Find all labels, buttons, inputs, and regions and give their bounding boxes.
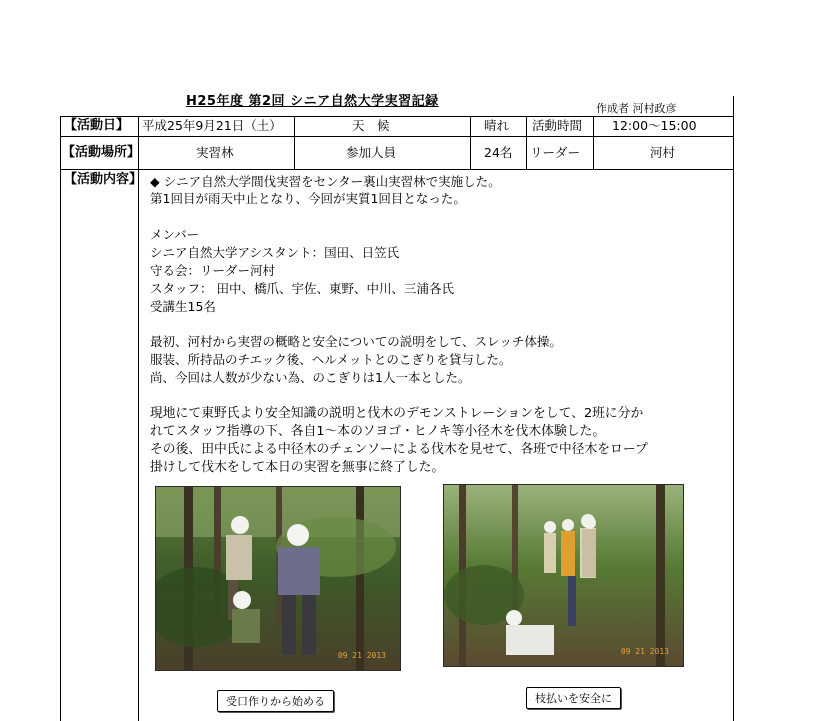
participants-value: 24名 [484,145,513,160]
weather-value: 晴れ [484,118,510,133]
activity-date-value: 平成25年9月21日（土） [142,118,282,133]
activity-time-label: 活動時間 [532,118,583,133]
photo-timestamp: 09 21 2013 [620,647,669,656]
author: 作成者 河村政彦 [596,102,677,115]
content-line: 第1回目が雨天中止となり、今回が実質1回目となった。 [150,191,466,206]
activity-date-label: 【活動日】 [64,118,130,133]
forest-photo-1 [155,486,401,671]
forest-photo-2-image [444,485,683,666]
table-column-divider [526,116,527,169]
photo-caption-2: 枝払いを安全に [526,687,621,709]
leader-label: リーダー [530,145,581,160]
content-line: スタッフ： 田中、橋爪、宇佐、東野、中川、三浦各氏 [150,281,454,296]
content-line: ◆ シニア自然大学間伐実習をセンター裏山実習林で実施した。 [150,174,501,189]
table-border-top [60,116,734,117]
content-line: メンバー [150,227,200,242]
table-column-divider [470,116,471,169]
photo-timestamp: 09 21 2013 [337,651,386,660]
activity-content-label: 【活動内容】 [64,172,143,187]
activity-place-value: 実習林 [196,145,234,160]
table-border-right [733,96,734,721]
forest-photo-1-image [156,487,400,670]
activity-place-label: 【活動場所】 [62,145,141,160]
content-line: シニア自然大学アシスタント：国田、日笠氏 [150,245,400,260]
content-line: 現地にて東野氏より安全知識の説明と伐木のデモンストレーションをして、2班に分か [150,406,644,421]
content-line: 尚、今回は人数が少ない為、のこぎりは1人一本とした。 [150,370,471,385]
forest-photo-2 [443,484,684,667]
table-border-left [60,116,61,721]
content-line: れてスタッフ指導の下、各自1～本のソヨゴ・ヒノキ等小径木を伐木体験した。 [150,424,606,439]
participants-label: 参加人員 [346,145,397,160]
activity-time-value: 12:00～15:00 [612,118,697,133]
table-column-divider [593,116,594,169]
table-label-column-divider [138,116,139,721]
document-title: H25年度 第2回 シニア自然大学実習記録 [186,94,439,109]
table-row-divider [60,169,734,170]
photo-caption-1: 受口作りから始める [217,690,334,712]
content-line: 掛けして伐木をして本日の実習を無事に終了した。 [150,460,445,475]
weather-label: 天 候 [352,118,390,133]
table-column-divider [294,116,295,169]
content-line: その後、田中氏による中径木のチェンソーによる伐木を見せて、各班で中径木をロープ [150,442,648,457]
content-line: 守る会：リーダー河村 [150,263,276,278]
table-row-divider [60,136,734,137]
content-line: 最初、河村から実習の概略と安全についての説明をして、スレッチ体操。 [150,334,562,349]
content-line: 服装、所持品のチエック後、ヘルメットとのこぎりを貸与した。 [150,352,512,367]
content-line: 受講生15名 [150,299,216,314]
leader-value: 河村 [650,145,676,160]
